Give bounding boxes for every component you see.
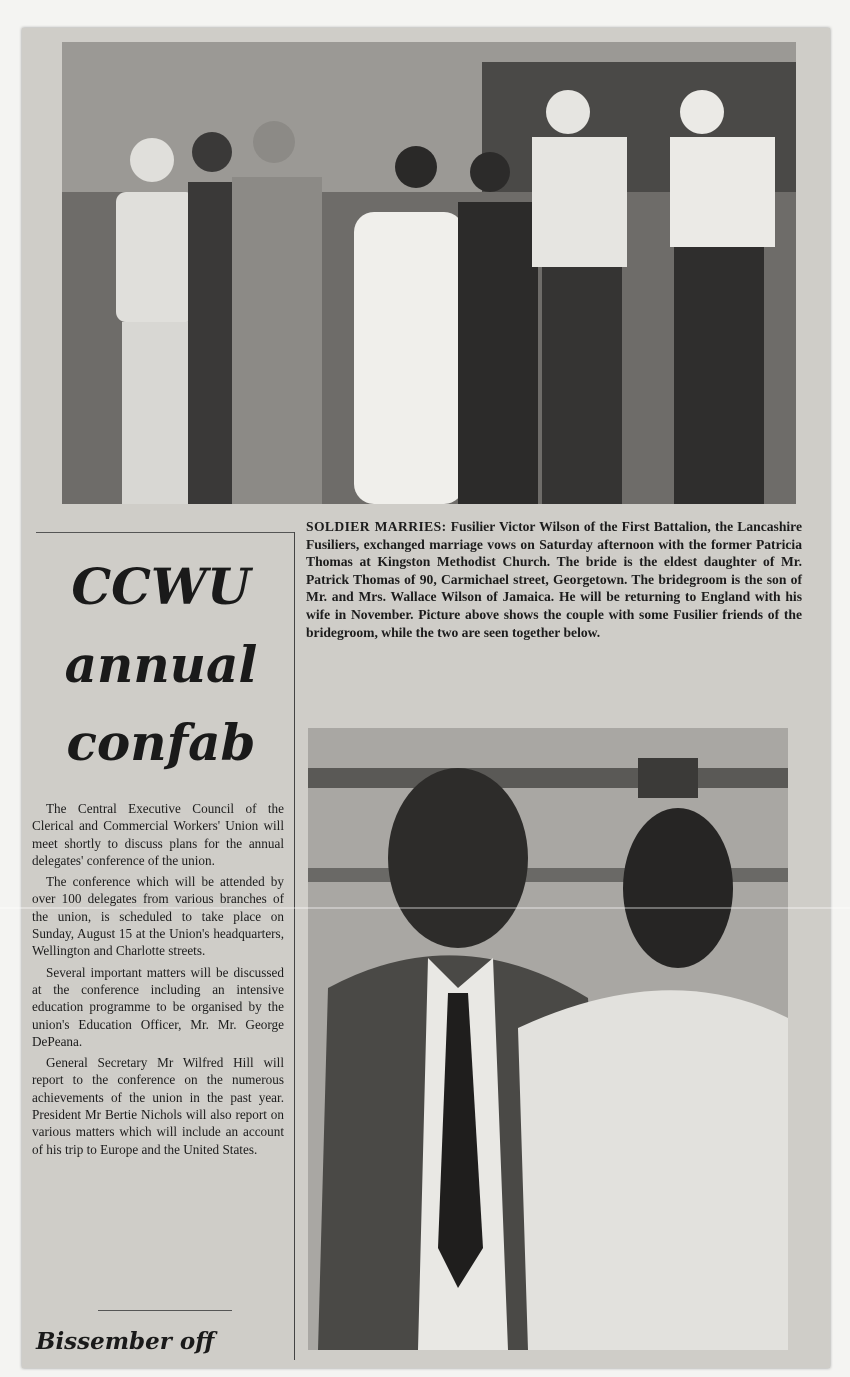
column-rule bbox=[294, 532, 295, 1360]
article-paragraph: General Secretary Mr Wilfred Hill will report to the conference on the numerous achievements of the union in the past year. President Mr Bertie Nichols will also report on various matters which will include an account of his trip to Europe and the United States. bbox=[32, 1055, 284, 1157]
wedding-group-photo bbox=[62, 42, 796, 504]
couple-photo-figures bbox=[308, 728, 788, 1350]
couple-photo bbox=[308, 728, 788, 1350]
article-paragraph: The conference which will be attended by over 100 delegates from various branches of the union, is scheduled to take place on Sunday, August 15 at the Union's headquarters, Wellington and Charlotte streets. bbox=[32, 874, 284, 959]
headline-line: CCWU bbox=[71, 557, 251, 616]
section-rule bbox=[98, 1310, 232, 1311]
section-rule bbox=[36, 532, 294, 533]
article-body bbox=[32, 800, 284, 1162]
photo-caption bbox=[306, 518, 802, 641]
group-photo-figures bbox=[62, 42, 796, 504]
caption-text: Fusilier Victor Wilson of the First Battalion, the Lancashire Fusiliers, exchanged marriage vows on Saturday afternoon with the former Patricia Thomas at Kingston Methodist Church. The bride is the eldest daughter of Mr. Patrick Thomas of 90, Carmichael street, Georgetown. The bridegroom is the son of Mr. and Mrs. Wallace Wilson of Jamaica. He will be returning to England with his wife in November. Picture above shows the couple with some Fusilier friends of the bridegroom, while the two are seen together below. bbox=[306, 519, 802, 640]
article-headline bbox=[46, 548, 276, 782]
headline-line: annual bbox=[64, 635, 258, 694]
headline-line: confab bbox=[66, 713, 256, 772]
caption-lead: SOLDIER MARRIES: bbox=[306, 519, 447, 534]
fold-crease bbox=[0, 907, 850, 909]
article-paragraph: The Central Executive Council of the Clerical and Commercial Workers' Union will meet shortly to discuss plans for the annual delegates' conference of the union. bbox=[32, 801, 284, 868]
next-article-headline: Bissember off bbox=[36, 1328, 215, 1355]
article-paragraph: Several important matters will be discussed at the conference including an intensive education programme to be organised by the union's Education Officer, Mr. Mr. George DePeana. bbox=[32, 964, 284, 1049]
